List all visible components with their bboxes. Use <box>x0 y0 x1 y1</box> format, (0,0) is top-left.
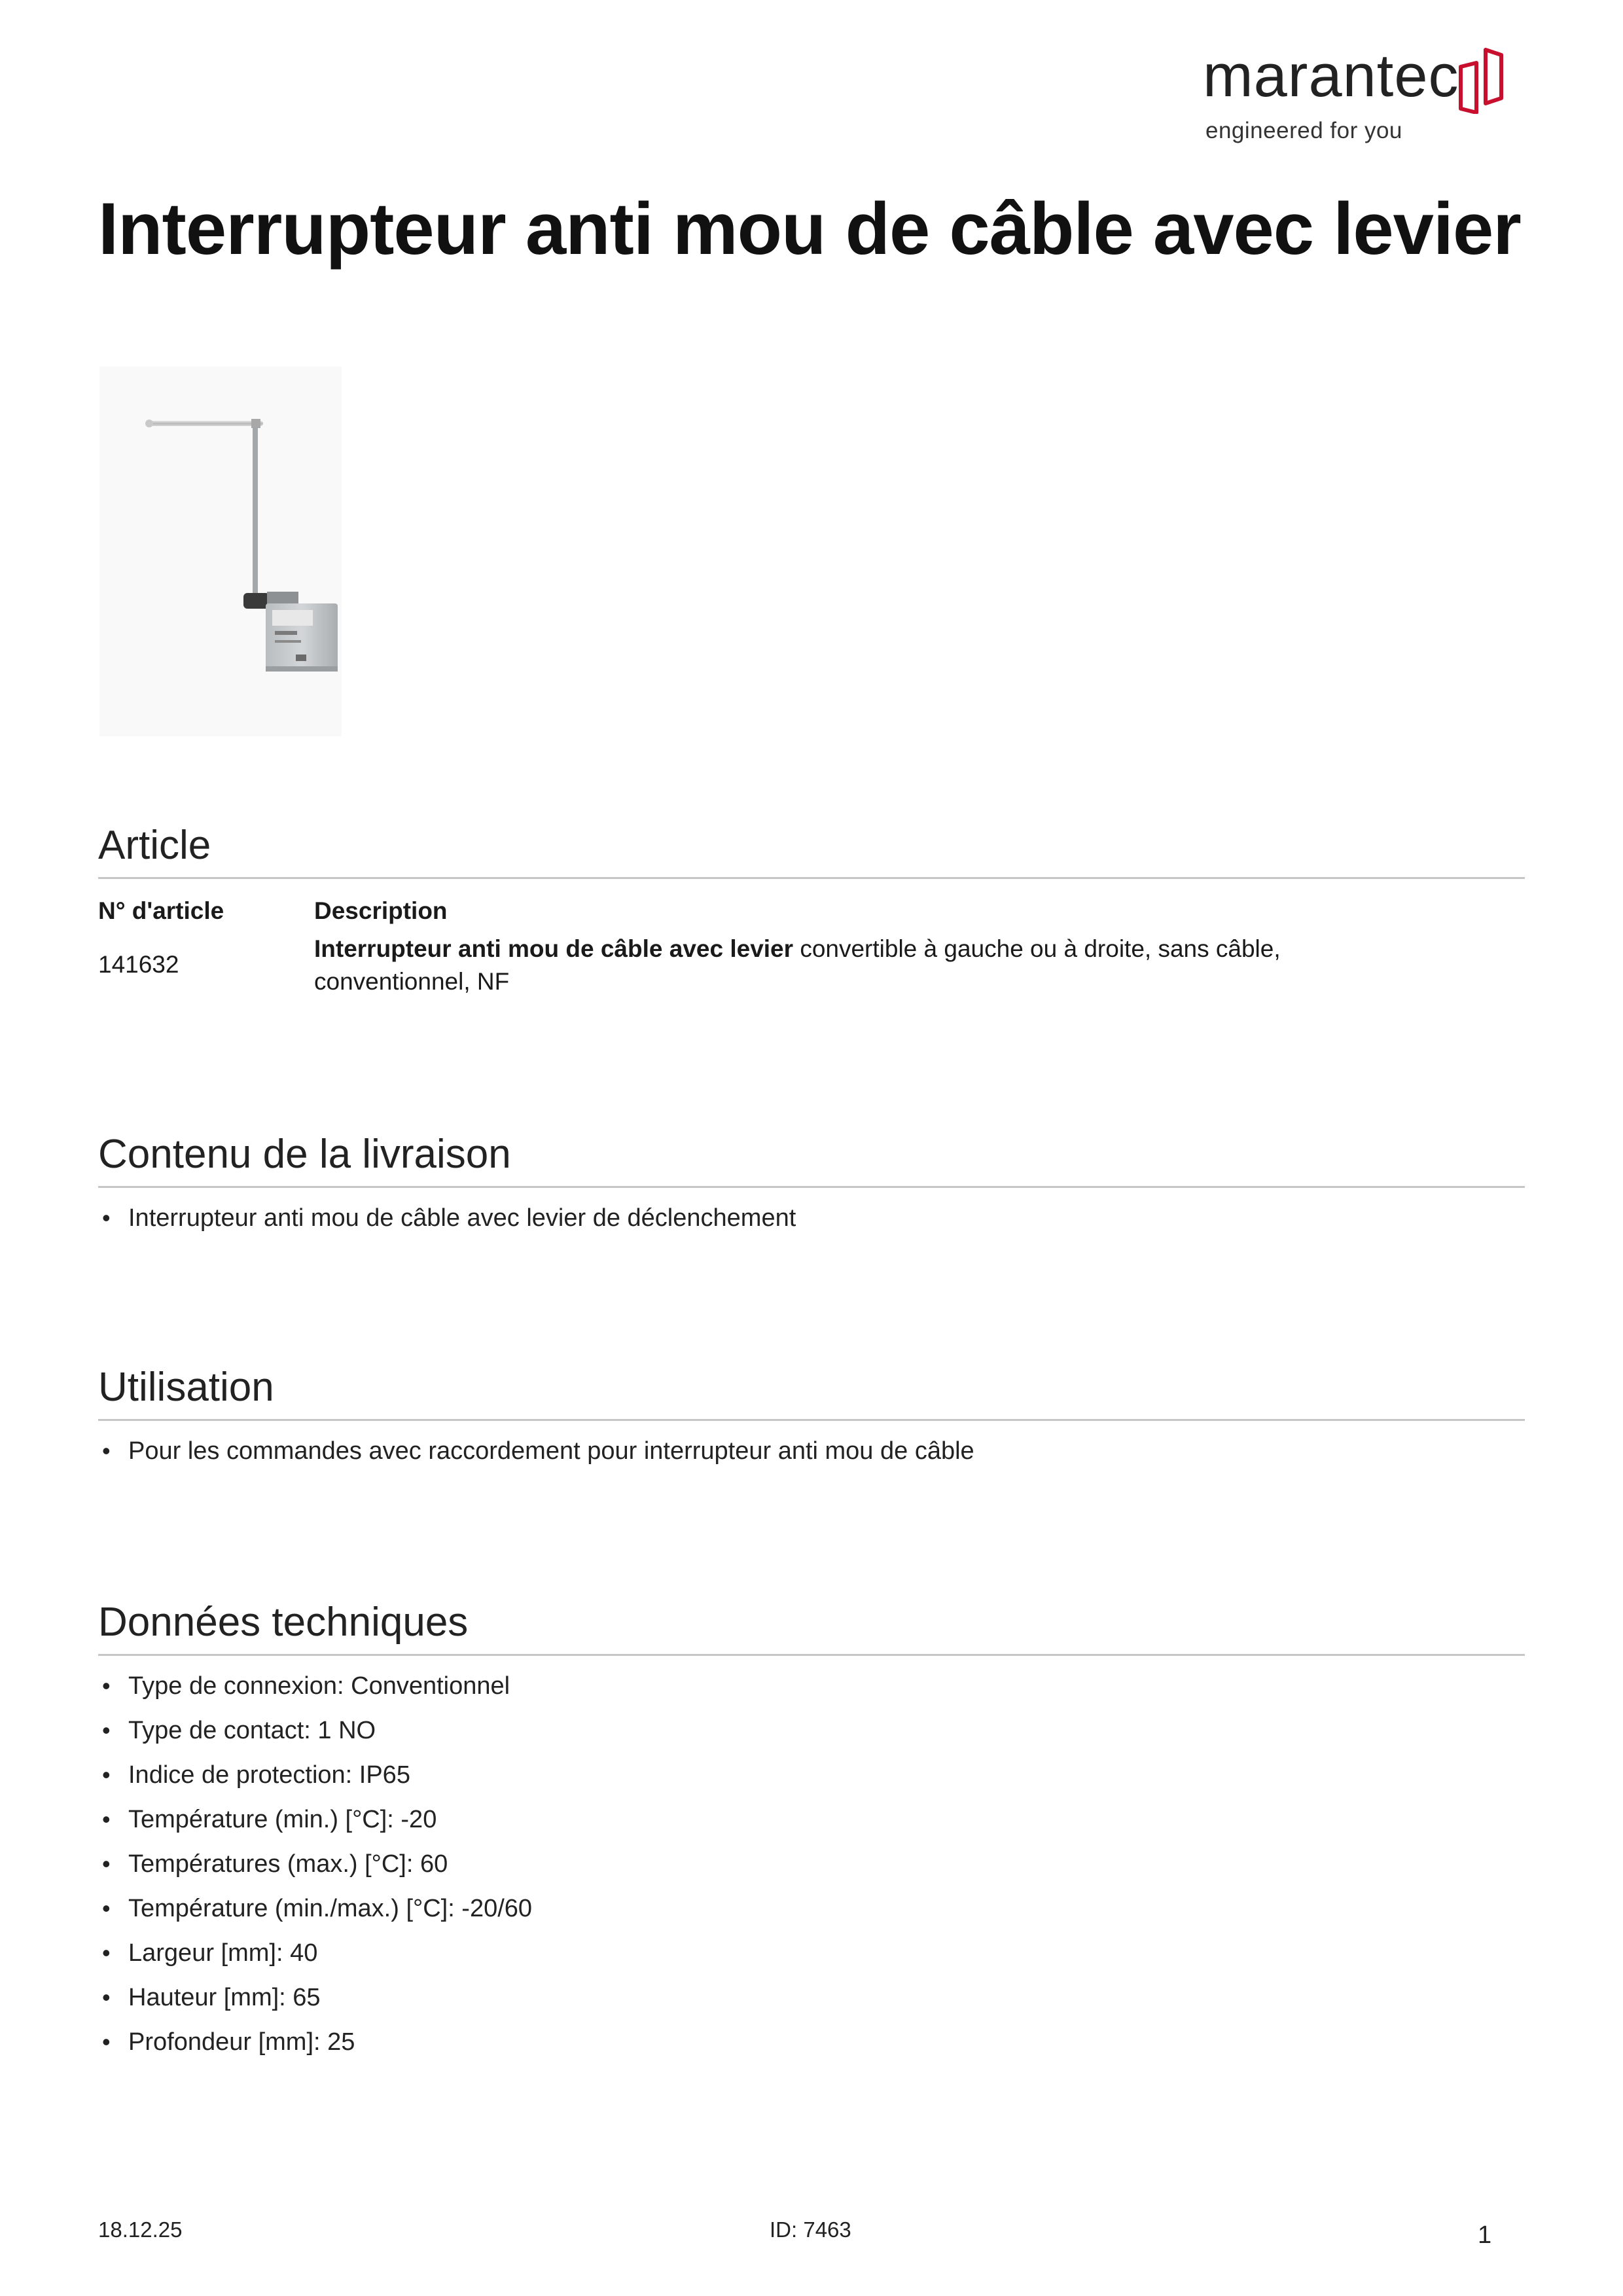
usage-heading: Utilisation <box>98 1365 1525 1421</box>
delivery-list <box>98 1196 1525 1240</box>
list-item: • Températures (max.) [°C]: 60 <box>98 1842 1525 1886</box>
delivery-section <box>98 1132 1525 1240</box>
brand-tagline: engineered for you <box>1205 118 1402 143</box>
article-number-header: N° d'article <box>98 897 224 925</box>
list-item: • Température (min.) [°C]: -20 <box>98 1797 1525 1842</box>
page-number: 1 <box>1478 2221 1492 2249</box>
list-item: • Largeur [mm]: 40 <box>98 1931 1525 1975</box>
brand-logo <box>1203 41 1504 152</box>
article-table <box>98 879 1525 1010</box>
list-item: • Hauteur [mm]: 65 <box>98 1975 1525 2020</box>
article-description-rest: convertible à gauche ou à droite, sans câble, conventionnel, NF <box>314 935 1281 996</box>
footer-id: ID: 7463 <box>770 2217 851 2242</box>
cable-switch-illustration <box>99 367 342 736</box>
usage-section <box>98 1365 1525 1473</box>
list-item: • Type de connexion: Conventionnel <box>98 1664 1525 1708</box>
list-item: • Profondeur [mm]: 25 <box>98 2020 1525 2064</box>
usage-list <box>98 1429 1525 1473</box>
description-header: Description <box>314 897 448 925</box>
marantec-door-icon <box>1457 45 1505 114</box>
list-item: • Type de contact: 1 NO <box>98 1708 1525 1753</box>
list-item: • Indice de protection: IP65 <box>98 1753 1525 1797</box>
article-description-bold: Interrupteur anti mou de câble avec levier <box>314 935 794 963</box>
footer-date: 18.12.25 <box>98 2217 183 2242</box>
technical-heading: Données techniques <box>98 1600 1525 1656</box>
article-heading: Article <box>98 823 1525 879</box>
list-item: • Température (min./max.) [°C]: -20/60 <box>98 1886 1525 1931</box>
brand-name: marantec <box>1203 43 1459 109</box>
product-image <box>99 367 342 736</box>
list-item: • Interrupteur anti mou de câble avec levier de déclenchement <box>98 1196 1525 1240</box>
page-title: Interrupteur anti mou de câble avec levier <box>98 188 1521 270</box>
article-number: 141632 <box>98 951 179 978</box>
delivery-heading: Contenu de la livraison <box>98 1132 1525 1188</box>
article-description <box>314 933 1427 998</box>
article-section <box>98 823 1525 1010</box>
list-item: • Pour les commandes avec raccordement pour interrupteur anti mou de câble <box>98 1429 1525 1473</box>
technical-list <box>98 1664 1525 2064</box>
technical-section <box>98 1600 1525 2064</box>
